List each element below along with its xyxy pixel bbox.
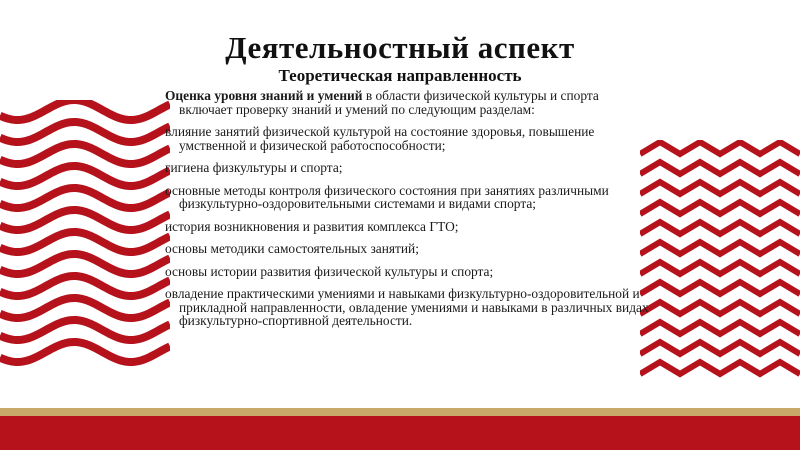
- wave-stripe: [0, 210, 170, 230]
- wave-stripe: [0, 232, 170, 252]
- wave-stripe: [0, 122, 170, 142]
- wavy-lines-decoration: [0, 100, 170, 375]
- zigzag-stripe: [640, 242, 800, 254]
- list-item: история возникновения и развития комплекса ГТО;: [165, 218, 459, 234]
- slide-body: [165, 89, 655, 337]
- wave-stripe: [0, 254, 170, 274]
- zigzag-stripe: [640, 282, 800, 294]
- intro-text: в области физической культуры и спорта включает проверку знаний и умений по следующим разделам:: [179, 88, 599, 117]
- list-item: основы истории развития физической культуры и спорта;: [165, 263, 494, 279]
- footer-gold-bar: [0, 408, 800, 416]
- wave-stripe: [0, 144, 170, 164]
- wave-stripe: [0, 166, 170, 186]
- wave-stripe: [0, 276, 170, 296]
- list-item: гигиена физкультуры и спорта;: [165, 160, 343, 175]
- zigzag-stripe: [640, 362, 800, 374]
- intro-paragraph: [165, 89, 655, 116]
- intro-lead: Оценка уровня знаний и умений: [165, 88, 363, 103]
- wave-stripe: [0, 342, 170, 362]
- list-item: овладение практическими умениями и навыками физкультурно-оздоровительной и прикладной направленности, овладение умениями и навыками в различных видах физкультурно-спортивной деятельности.: [165, 286, 649, 328]
- wave-stripe: [0, 188, 170, 208]
- zigzag-stripe: [640, 322, 800, 334]
- list-item: основные методы контроля физического состояния при занятиях различными физкультурно-оздоровительными системами и видами спорта;: [165, 182, 609, 211]
- footer-red-bar: [0, 416, 800, 450]
- list-item: влияние занятий физической культурой на состояние здоровья, повышение умственной и физической работоспособности;: [165, 124, 595, 153]
- wave-stripe: [0, 298, 170, 318]
- zigzag-stripe: [640, 142, 800, 154]
- wave-stripe: [0, 320, 170, 340]
- zigzag-stripe: [640, 182, 800, 194]
- zigzag-stripe: [640, 162, 800, 174]
- slide-subtitle: Теоретическая направленность: [278, 66, 522, 85]
- slide-title: Деятельностный аспект: [225, 30, 575, 65]
- wave-stripe: [0, 100, 170, 120]
- zigzag-lines-decoration: [640, 140, 800, 390]
- zigzag-stripe: [640, 262, 800, 274]
- list-item: основы методики самостоятельных занятий;: [165, 241, 419, 256]
- zigzag-stripe: [640, 302, 800, 314]
- zigzag-stripe: [640, 222, 800, 234]
- zigzag-stripe: [640, 202, 800, 214]
- zigzag-stripe: [640, 342, 800, 354]
